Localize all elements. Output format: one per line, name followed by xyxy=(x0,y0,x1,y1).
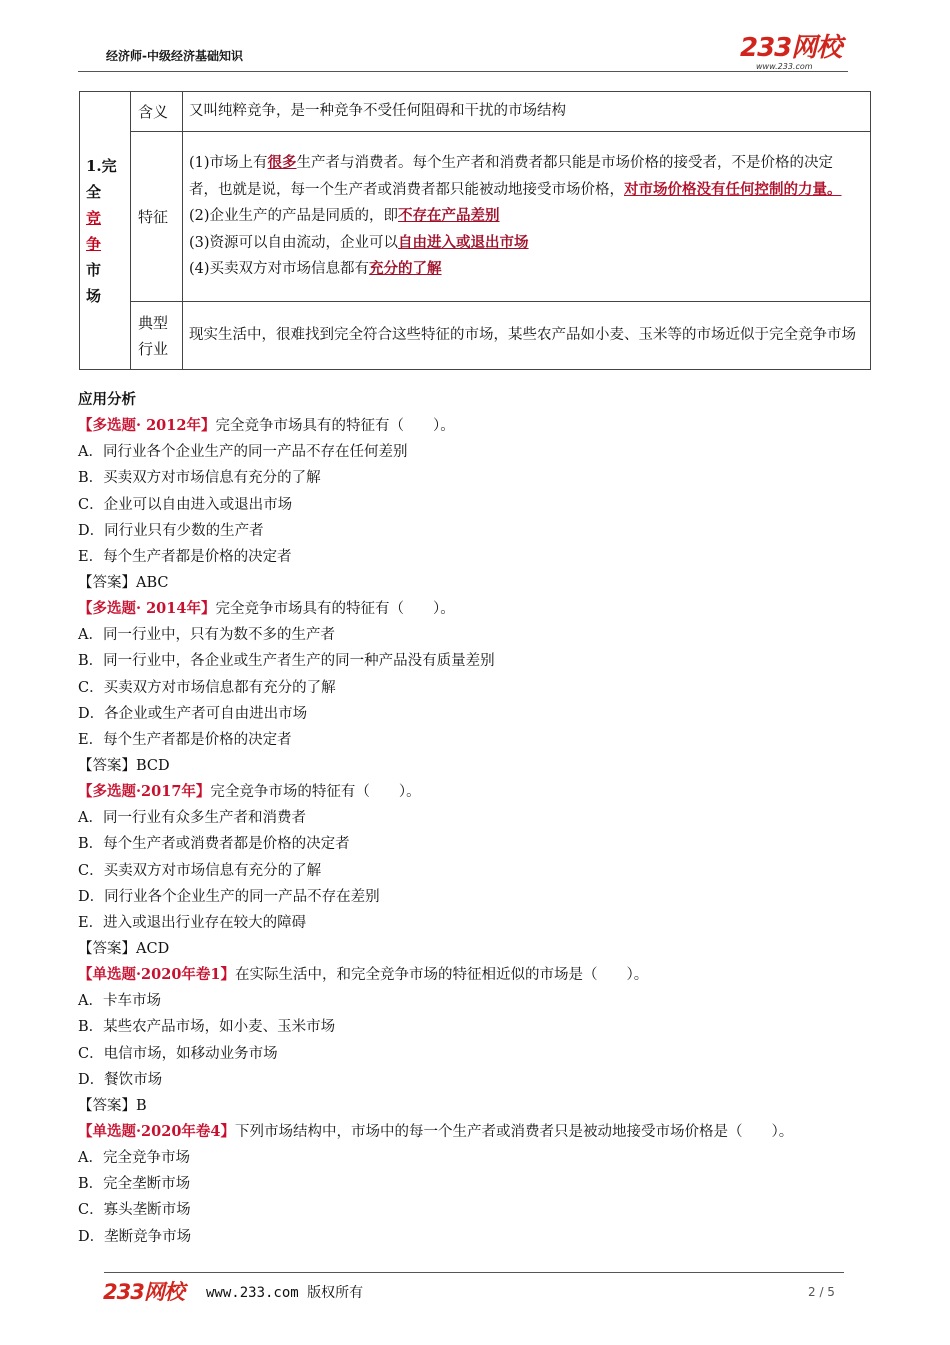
row-content: 又叫纯粹竞争，是一种竞争不受任何阻碍和干扰的市场结构 xyxy=(183,92,871,132)
logo-url: www.233.com xyxy=(756,62,813,71)
row-label-line: 行业 xyxy=(138,339,169,358)
question-stem-line xyxy=(78,413,868,439)
logo-wordmark: 233网校 xyxy=(740,33,842,63)
answer-line: 【答案】B xyxy=(78,1097,147,1114)
question-stem: 完全竞争市场具有的特征有（ ）。 xyxy=(215,601,455,618)
option-line: D．同行业各个企业生产的同一产品不存在差别 xyxy=(78,888,380,905)
page-number: 2 / 5 xyxy=(808,1285,835,1299)
question-stem-line xyxy=(78,596,868,622)
option-line: A．同行业各个企业生产的同一产品不存在任何差别 xyxy=(78,444,408,461)
analysis-section xyxy=(78,387,868,1250)
row-label xyxy=(131,302,183,370)
feature-item xyxy=(189,256,860,283)
brand-logo xyxy=(740,34,850,74)
feature-highlight: 自由进入或退出市场 xyxy=(398,233,529,251)
question-stem-line xyxy=(78,779,868,805)
feature-text: (3)资源可以自由流动，企业可以 xyxy=(189,234,399,251)
option-line: D．同行业只有少数的生产者 xyxy=(78,522,264,539)
topic-line: 市 xyxy=(86,260,102,279)
topic-line-highlight: 竞 xyxy=(86,208,102,227)
feature-item xyxy=(189,230,860,257)
option-line: A．同一行业中，只有为数不多的生产者 xyxy=(78,627,335,644)
feature-text: (4)买卖双方对市场信息都有 xyxy=(189,261,370,278)
option-line: D．垄断竞争市场 xyxy=(78,1228,192,1245)
feature-highlight: 对市场价格没有任何控制的力量。 xyxy=(624,180,842,198)
feature-highlight: 充分的了解 xyxy=(369,260,442,278)
option-line: C．企业可以自由进入或退出市场 xyxy=(78,496,293,513)
option-line: C．买卖双方对市场信息都有充分的了解 xyxy=(78,679,336,696)
question-stem: 下列市场结构中，市场中的每一个生产者或消费者只是被动地接受市场价格是（ ）。 xyxy=(235,1123,794,1140)
option-line: E．每个生产者都是价格的决定者 xyxy=(78,731,292,748)
table-row xyxy=(80,92,871,132)
answer-line: 【答案】ABC xyxy=(78,574,169,591)
footer-logo: 233网校 xyxy=(103,1280,184,1304)
question-stem: 在实际生活中，和完全竞争市场的特征相近似的市场是（ ）。 xyxy=(235,967,649,984)
option-line: A．同一行业有众多生产者和消费者 xyxy=(78,810,306,827)
question-tag: 【单选题·2020年卷4】 xyxy=(78,1122,235,1140)
option-line: B．同一行业中，各企业或生产者生产的同一种产品没有质量差别 xyxy=(78,653,495,670)
feature-item xyxy=(189,203,860,230)
option-line: E．进入或退出行业存在较大的障碍 xyxy=(78,914,307,931)
question-stem-line xyxy=(78,962,868,988)
definition-table xyxy=(79,91,871,370)
table-row xyxy=(80,132,871,302)
option-line: C．电信市场，如移动业务市场 xyxy=(78,1045,278,1062)
option-line: C．寡头垄断市场 xyxy=(78,1202,191,1219)
question-tag: 【单选题·2020年卷1】 xyxy=(78,966,235,984)
option-line: B．每个生产者或消费者都是价格的决定者 xyxy=(78,836,350,853)
table-row xyxy=(80,302,871,370)
topic-line: 1.完 xyxy=(86,156,117,175)
feature-text: (2)企业生产的产品是同质的，即 xyxy=(189,208,399,225)
row-content: 现实生活中，很难找到完全符合这些特征的市场，某些农产品如小麦、玉米等的市场近似于完全竞争市场 xyxy=(183,302,871,370)
row-label-line: 典型 xyxy=(138,313,169,332)
option-line: A．完全竞争市场 xyxy=(78,1150,190,1167)
option-line: D．餐饮市场 xyxy=(78,1071,163,1088)
topic-line: 全 xyxy=(86,182,102,201)
feature-text: 生产者与消费者。每个生产者和消费者都只能是市场价格的接受者，不是价格的决定者，也就是说，每一个生产者或消费者都只能被动地接受市场价格， xyxy=(189,155,834,198)
row-label: 特征 xyxy=(131,132,183,302)
option-line: E．每个生产者都是价格的决定者 xyxy=(78,548,292,565)
question-stem: 完全竞争市场具有的特征有（ ）。 xyxy=(215,418,455,435)
feature-highlight: 不存在产品差别 xyxy=(398,207,500,225)
topic-line: 场 xyxy=(86,286,102,305)
option-line: A．卡车市场 xyxy=(78,993,161,1010)
question-stem: 完全竞争市场的特征有（ ）。 xyxy=(210,784,421,801)
features-content xyxy=(183,132,871,302)
footer-divider xyxy=(104,1272,844,1273)
option-line: C．买卖双方对市场信息有充分的了解 xyxy=(78,862,322,879)
question-stem-line xyxy=(78,1119,868,1145)
option-line: B．买卖双方对市场信息有充分的了解 xyxy=(78,470,321,487)
question-tag: 【多选题· 2012年】 xyxy=(78,417,216,435)
feature-highlight: 很多 xyxy=(267,154,297,172)
option-line: B．完全垄断市场 xyxy=(78,1176,191,1193)
question-tag: 【多选题· 2014年】 xyxy=(78,600,216,618)
row-label: 含义 xyxy=(131,92,183,132)
footer-copyright: www.233.com 版权所有 xyxy=(206,1285,364,1301)
header-divider xyxy=(78,71,848,72)
section-title: 应用分析 xyxy=(78,391,136,408)
document-header-title: 经济师-中级经济基础知识 xyxy=(106,49,243,63)
answer-line: 【答案】BCD xyxy=(78,757,170,774)
question-tag: 【多选题·2017年】 xyxy=(78,783,211,801)
option-line: B．某些农产品市场，如小麦、玉米市场 xyxy=(78,1019,336,1036)
option-line: D．各企业或生产者可自由进出市场 xyxy=(78,705,308,722)
topic-cell xyxy=(80,92,131,370)
answer-line: 【答案】ACD xyxy=(78,940,170,957)
topic-line-highlight: 争 xyxy=(86,234,102,253)
feature-text: (1)市场上有 xyxy=(189,155,268,172)
feature-item xyxy=(189,150,860,203)
